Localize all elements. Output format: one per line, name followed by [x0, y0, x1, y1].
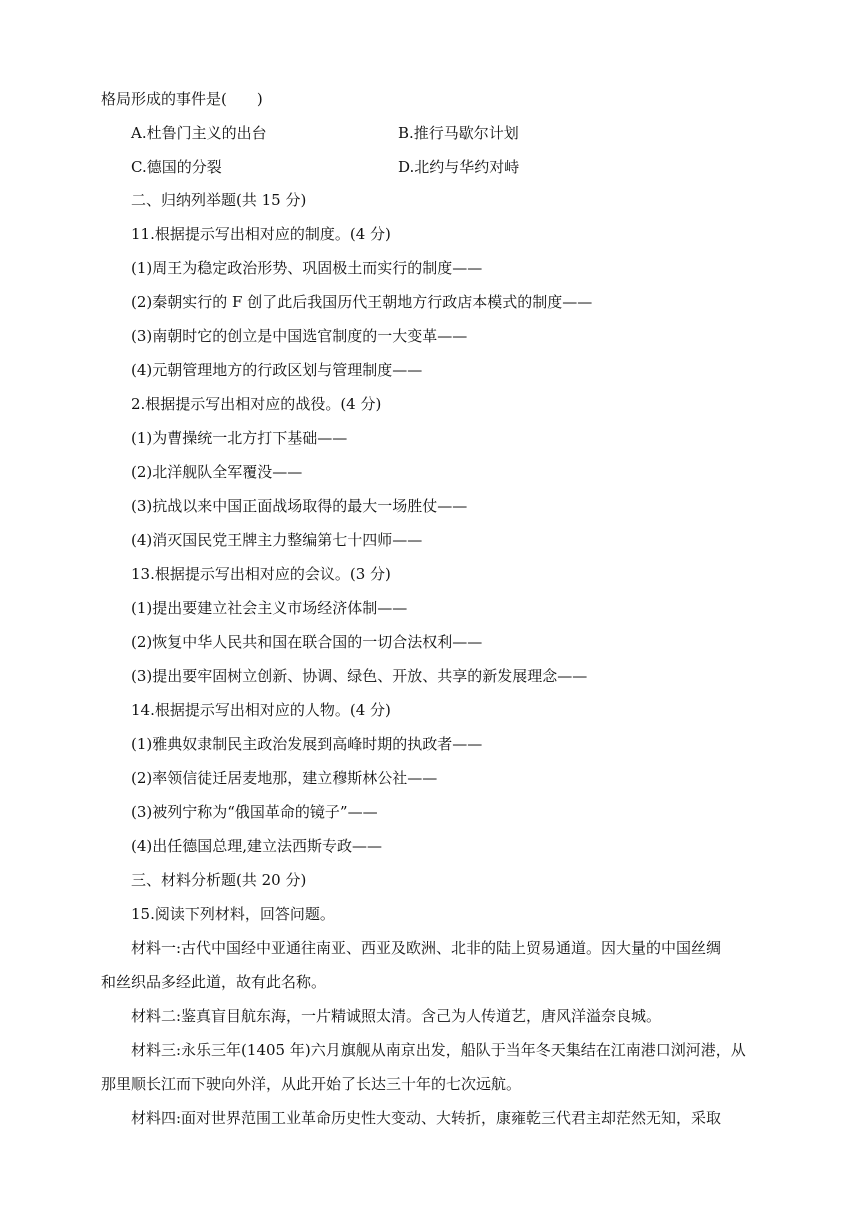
question-11-item: (2)秦朝实行的 F 创了此后我国历代王朝地方行政店本模式的制度——: [131, 293, 593, 311]
question-14-item: (1)雅典奴隶制民主政治发展到高峰时期的执政者——: [131, 735, 483, 753]
material-3-cont: 那里顺长江而下驶向外洋，从此开始了长达三十年的七次远航。: [101, 1075, 522, 1093]
material-1: 材料一:古代中国经中亚通往南亚、西亚及欧洲、北非的陆上贸易通道。因大量的中国丝绸: [131, 939, 722, 957]
question-11-item: (3)南朝时它的创立是中国选官制度的一大变革——: [131, 327, 468, 345]
material-3: 材料三:永乐三年(1405 年)六月旗舰从南京出发，船队于当年冬天集结在江南港口浏河港，从: [131, 1041, 746, 1059]
question-14-item: (3)被列宁称为“俄国革命的镜子”——: [131, 803, 378, 821]
material-1-cont: 和丝织品多经此道，故有此名称。: [101, 973, 327, 991]
option-b: B.推行马歇尔计划: [398, 124, 519, 142]
option-c: C.德国的分裂: [131, 158, 222, 176]
section-heading: 三、材料分析题(共 20 分): [131, 871, 307, 889]
question-13-item: (3)提出要牢固树立创新、协调、绿色、开放、共享的新发展理念——: [131, 667, 588, 685]
section-heading: 二、归纳列举题(共 15 分): [131, 191, 307, 209]
question-11-item: (1)周王为稳定政治形势、巩固极土而实行的制度——: [131, 259, 483, 277]
question-14: 14.根据提示写出相对应的人物。(4 分): [131, 701, 391, 719]
question-13-item: (2)恢复中华人民共和国在联合国的一切合法权利——: [131, 633, 483, 651]
option-d: D.北约与华约对峙: [398, 158, 520, 176]
question-11: 11.根据提示写出相对应的制度。(4 分): [131, 225, 391, 243]
question-14-item: (2)率领信徒迁居麦地那，建立穆斯林公社——: [131, 769, 438, 787]
material-2: 材料二:鉴真盲目航东海，一片精诚照太清。含己为人传道艺，唐风洋溢奈良城。: [131, 1007, 662, 1025]
material-4: 材料四:面对世界范围工业革命历史性大变动、大转折，康雍乾三代君主却茫然无知，采取: [131, 1109, 722, 1127]
question-12-item: (3)抗战以来中国正面战场取得的最大一场胜仗——: [131, 497, 468, 515]
question-10-stem-end: 格局形成的事件是( ): [101, 90, 263, 108]
option-a: A.杜鲁门主义的出台: [131, 124, 267, 142]
question-13: 13.根据提示写出相对应的会议。(3 分): [131, 565, 391, 583]
question-15: 15.阅读下列材料，回答问题。: [131, 905, 335, 923]
question-14-item: (4)出任德国总理,建立法西斯专政——: [131, 837, 383, 855]
question-12-item: (1)为曹操统一北方打下基础——: [131, 429, 348, 447]
question-12-item: (2)北洋舰队全军覆没——: [131, 463, 303, 481]
question-12: 2.根据提示写出相对应的战役。(4 分): [131, 395, 382, 413]
question-12-item: (4)消灭国民党王牌主力整编第七十四师——: [131, 531, 423, 549]
question-13-item: (1)提出要建立社会主义市场经济体制——: [131, 599, 408, 617]
question-11-item: (4)元朝管理地方的行政区划与管理制度——: [131, 361, 423, 379]
